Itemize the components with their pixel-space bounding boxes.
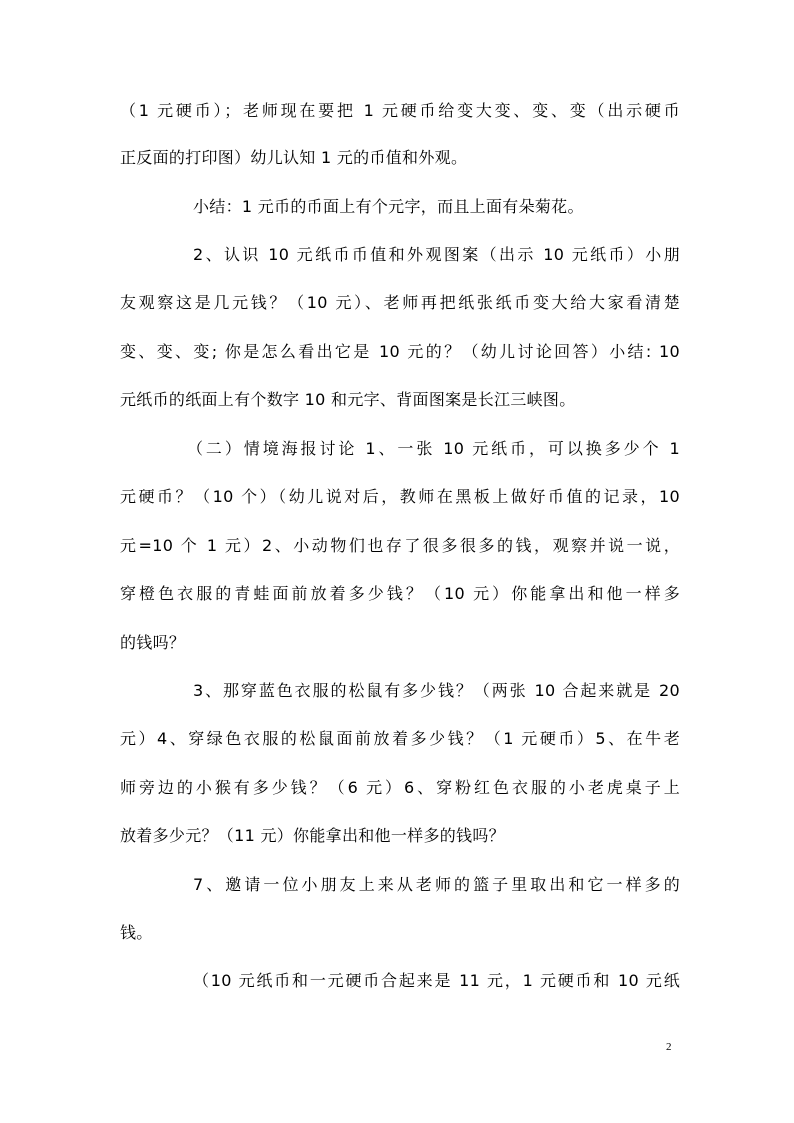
text-line-14: 元）4、穿绿色衣服的松鼠面前放着多少钱？（1 元硬币）5、在牛老 [120,729,680,748]
text-line-11: 穿橙色衣服的青蛙面前放着多少钱？（10 元）你能拿出和他一样多 [120,584,680,603]
text-line-6: 变、变、变; 你是怎么看出它是 10 元的？（幼儿讨论回答）小结: 10 [120,342,680,361]
page-number: 2 [666,1041,672,1053]
text-line-2: 正反面的打印图）幼儿认知 1 元的币值和外观。 [120,148,468,167]
text-line-1: （1 元硬币）；老师现在要把 1 元硬币给变大变、变、变（出示硬币 [120,101,680,120]
text-line-12: 的钱吗？ [120,633,186,652]
text-line-5: 友观察这是几元钱？（10 元）、老师再把纸张纸币变大给大家看清楚 [120,293,680,312]
text-line-18: 钱。 [120,923,153,942]
text-line-17: 7、邀请一位小朋友上来从老师的篮子里取出和它一样多的 [193,875,680,894]
text-line-13: 3、那穿蓝色衣服的松鼠有多少钱？（两张 10 合起来就是 20 [193,681,680,700]
text-line-8: （二）情境海报讨论 1、一张 10 元纸币，可以换多少个 1 [187,439,680,458]
text-line-10: 元=10 个 1 元）2、小动物们也存了很多很多的钱，观察并说一说， [120,536,680,555]
text-line-19: （10 元纸币和一元硬币合起来是 11 元，1 元硬币和 10 元纸 [193,971,680,990]
text-line-15: 师旁边的小猴有多少钱？（6 元）6、穿粉红色衣服的小老虎桌子上 [120,778,680,797]
text-line-3: 小结：1 元币的币面上有个元字，而且上面有朵菊花。 [193,197,584,216]
text-line-16: 放着多少元？（11 元）你能拿出和他一样多的钱吗？ [120,826,505,845]
text-line-7: 元纸币的纸面上有个数字 10 和元字、背面图案是长江三峡图。 [120,390,576,409]
text-line-4: 2、认识 10 元纸币币值和外观图案（出示 10 元纸币）小朋 [193,245,680,264]
text-line-9: 元硬币？（10 个）（幼儿说对后，教师在黑板上做好币值的记录，10 [120,487,680,506]
